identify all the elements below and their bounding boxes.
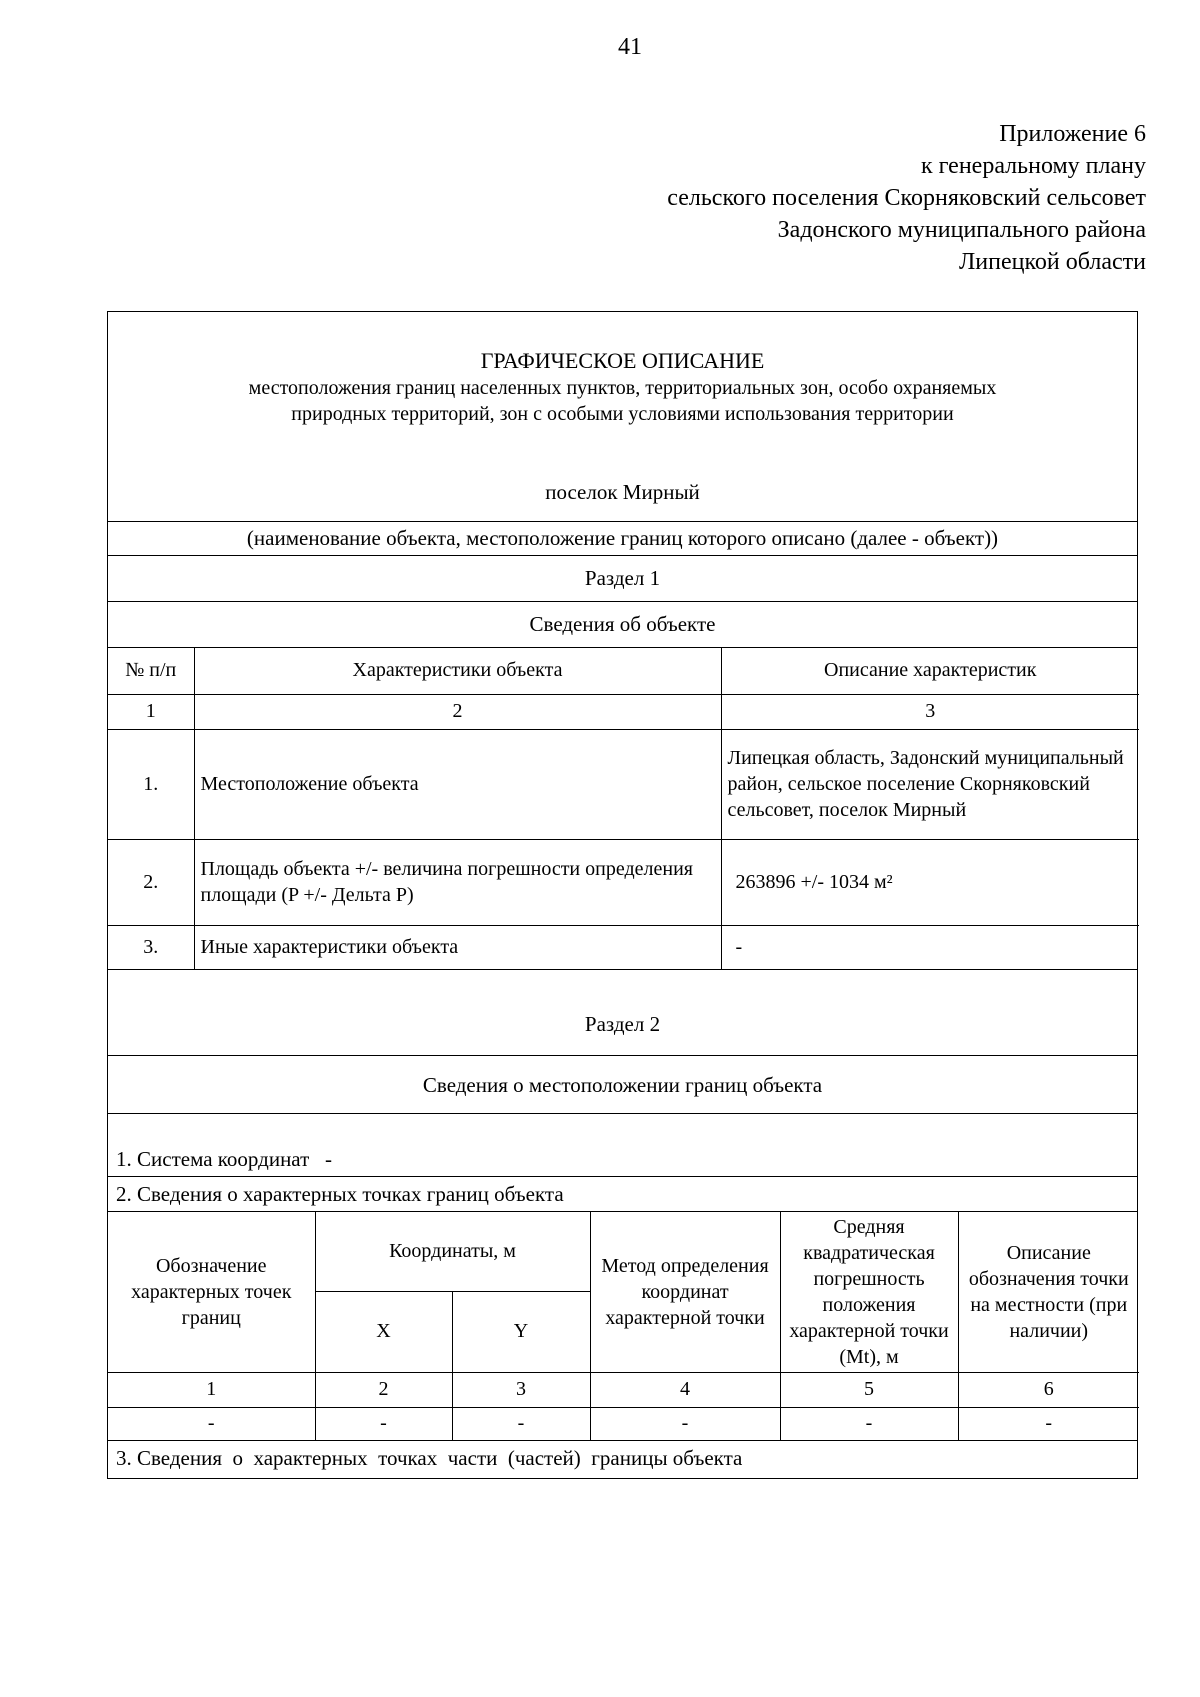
column-number: 2 [194,694,721,729]
section2-subtitle-text: Сведения о местоположении границ объекта [422,1073,823,1097]
section1-title-text: Раздел 1 [584,566,661,590]
column-header: Характеристики объекта [194,648,721,694]
parts-title [108,1441,1137,1478]
column-header-description: Описание обозначения точки на местности (при наличии) [958,1212,1139,1372]
column-number: 1 [108,1372,315,1407]
appendix-line: Задонского муниципального района [777,217,1146,243]
column-header: Описание характеристик [721,648,1139,694]
column-header-designation: Обозначение характерных точек границ [108,1212,315,1372]
object-caption [108,522,1137,556]
section1-title [108,556,1137,602]
column-number: 6 [958,1372,1139,1407]
description-cell: Липецкая область, Задонский муниципальный район, сельское поселение Скорняковский сельсовет, поселок Мирный [721,729,1139,839]
coordinate-system [108,1114,1137,1177]
form-subtitle [108,375,1137,427]
page-number: 41 [618,34,642,60]
boundary-points-table [108,1212,1139,1440]
graphic-description-form [107,311,1138,1479]
description-cell: 263896 +/- 1034 м² [721,839,1139,925]
parts-title-text: 3. Сведения о характерных точках части (частей) границы объекта [116,1446,743,1470]
appendix-line: Приложение 6 [999,121,1146,147]
column-header-method: Метод определения координат характерной точки [590,1212,780,1372]
characteristic-cell: Местоположение объекта [194,729,721,839]
table-row [108,1407,1139,1440]
appendix-line: к генеральному плану [920,153,1146,179]
table-row [108,839,1139,925]
appendix-line: сельского поселения Скорняковский сельсовет [667,185,1146,211]
points-title [108,1177,1137,1212]
section1-subtitle-text: Сведения об объекте [529,612,716,636]
column-header-x: X [315,1291,452,1372]
points-table-wrap [108,1212,1137,1441]
object-caption-text: (наименование объекта, местоположение границ которого описано (далее - объект)) [246,526,999,550]
column-number: 4 [590,1372,780,1407]
section1-subtitle [108,602,1137,648]
column-number-row [108,1372,1139,1407]
appendix-note [667,118,1146,278]
column-header: № п/п [108,648,194,694]
characteristic-cell: Площадь объекта +/- величина погрешности определения площади (P +/- Дельта P) [194,839,721,925]
object-info-table-wrap [108,648,1137,970]
column-number: 2 [315,1372,452,1407]
form-title: ГРАФИЧЕСКОЕ ОПИСАНИЕ [480,348,765,373]
points-title-text: 2. Сведения о характерных точках границ объекта [116,1182,564,1206]
column-header-coordinates: Координаты, м [315,1212,590,1291]
description-cell: - [721,925,1139,969]
column-number: 1 [108,694,194,729]
row-number: 2. [108,839,194,925]
table-row [108,925,1139,969]
object-name: поселок Мирный [545,480,700,504]
table-cell: - [108,1407,315,1440]
row-number: 1. [108,729,194,839]
section2-title [108,970,1137,1056]
characteristic-cell: Иные характеристики объекта [194,925,721,969]
table-cell: - [958,1407,1139,1440]
column-number: 3 [721,694,1139,729]
table-row [108,729,1139,839]
section2-title-text: Раздел 2 [584,1012,661,1036]
table-cell: - [315,1407,452,1440]
column-number-row [108,694,1139,729]
column-number: 3 [452,1372,590,1407]
form-subtitle-line: природных территорий, зон с особыми условиями использования территории [291,403,954,425]
section2-subtitle [108,1056,1137,1114]
column-header-error: Средняя квадратическая погрешность положения характерной точки (Mt), м [780,1212,958,1372]
table-header-row [108,648,1139,694]
form-header [108,312,1137,522]
table-cell: - [452,1407,590,1440]
row-number: 3. [108,925,194,969]
table-cell: - [780,1407,958,1440]
appendix-line: Липецкой области [959,249,1146,275]
column-number: 5 [780,1372,958,1407]
form-subtitle-line: местоположения границ населенных пунктов, территориальных зон, особо охраняемых [248,377,997,399]
table-header-row [108,1212,1139,1291]
table-cell: - [590,1407,780,1440]
coordinate-system-text: 1. Система координат - [116,1147,332,1171]
object-info-table [108,648,1139,969]
column-header-y: Y [452,1291,590,1372]
